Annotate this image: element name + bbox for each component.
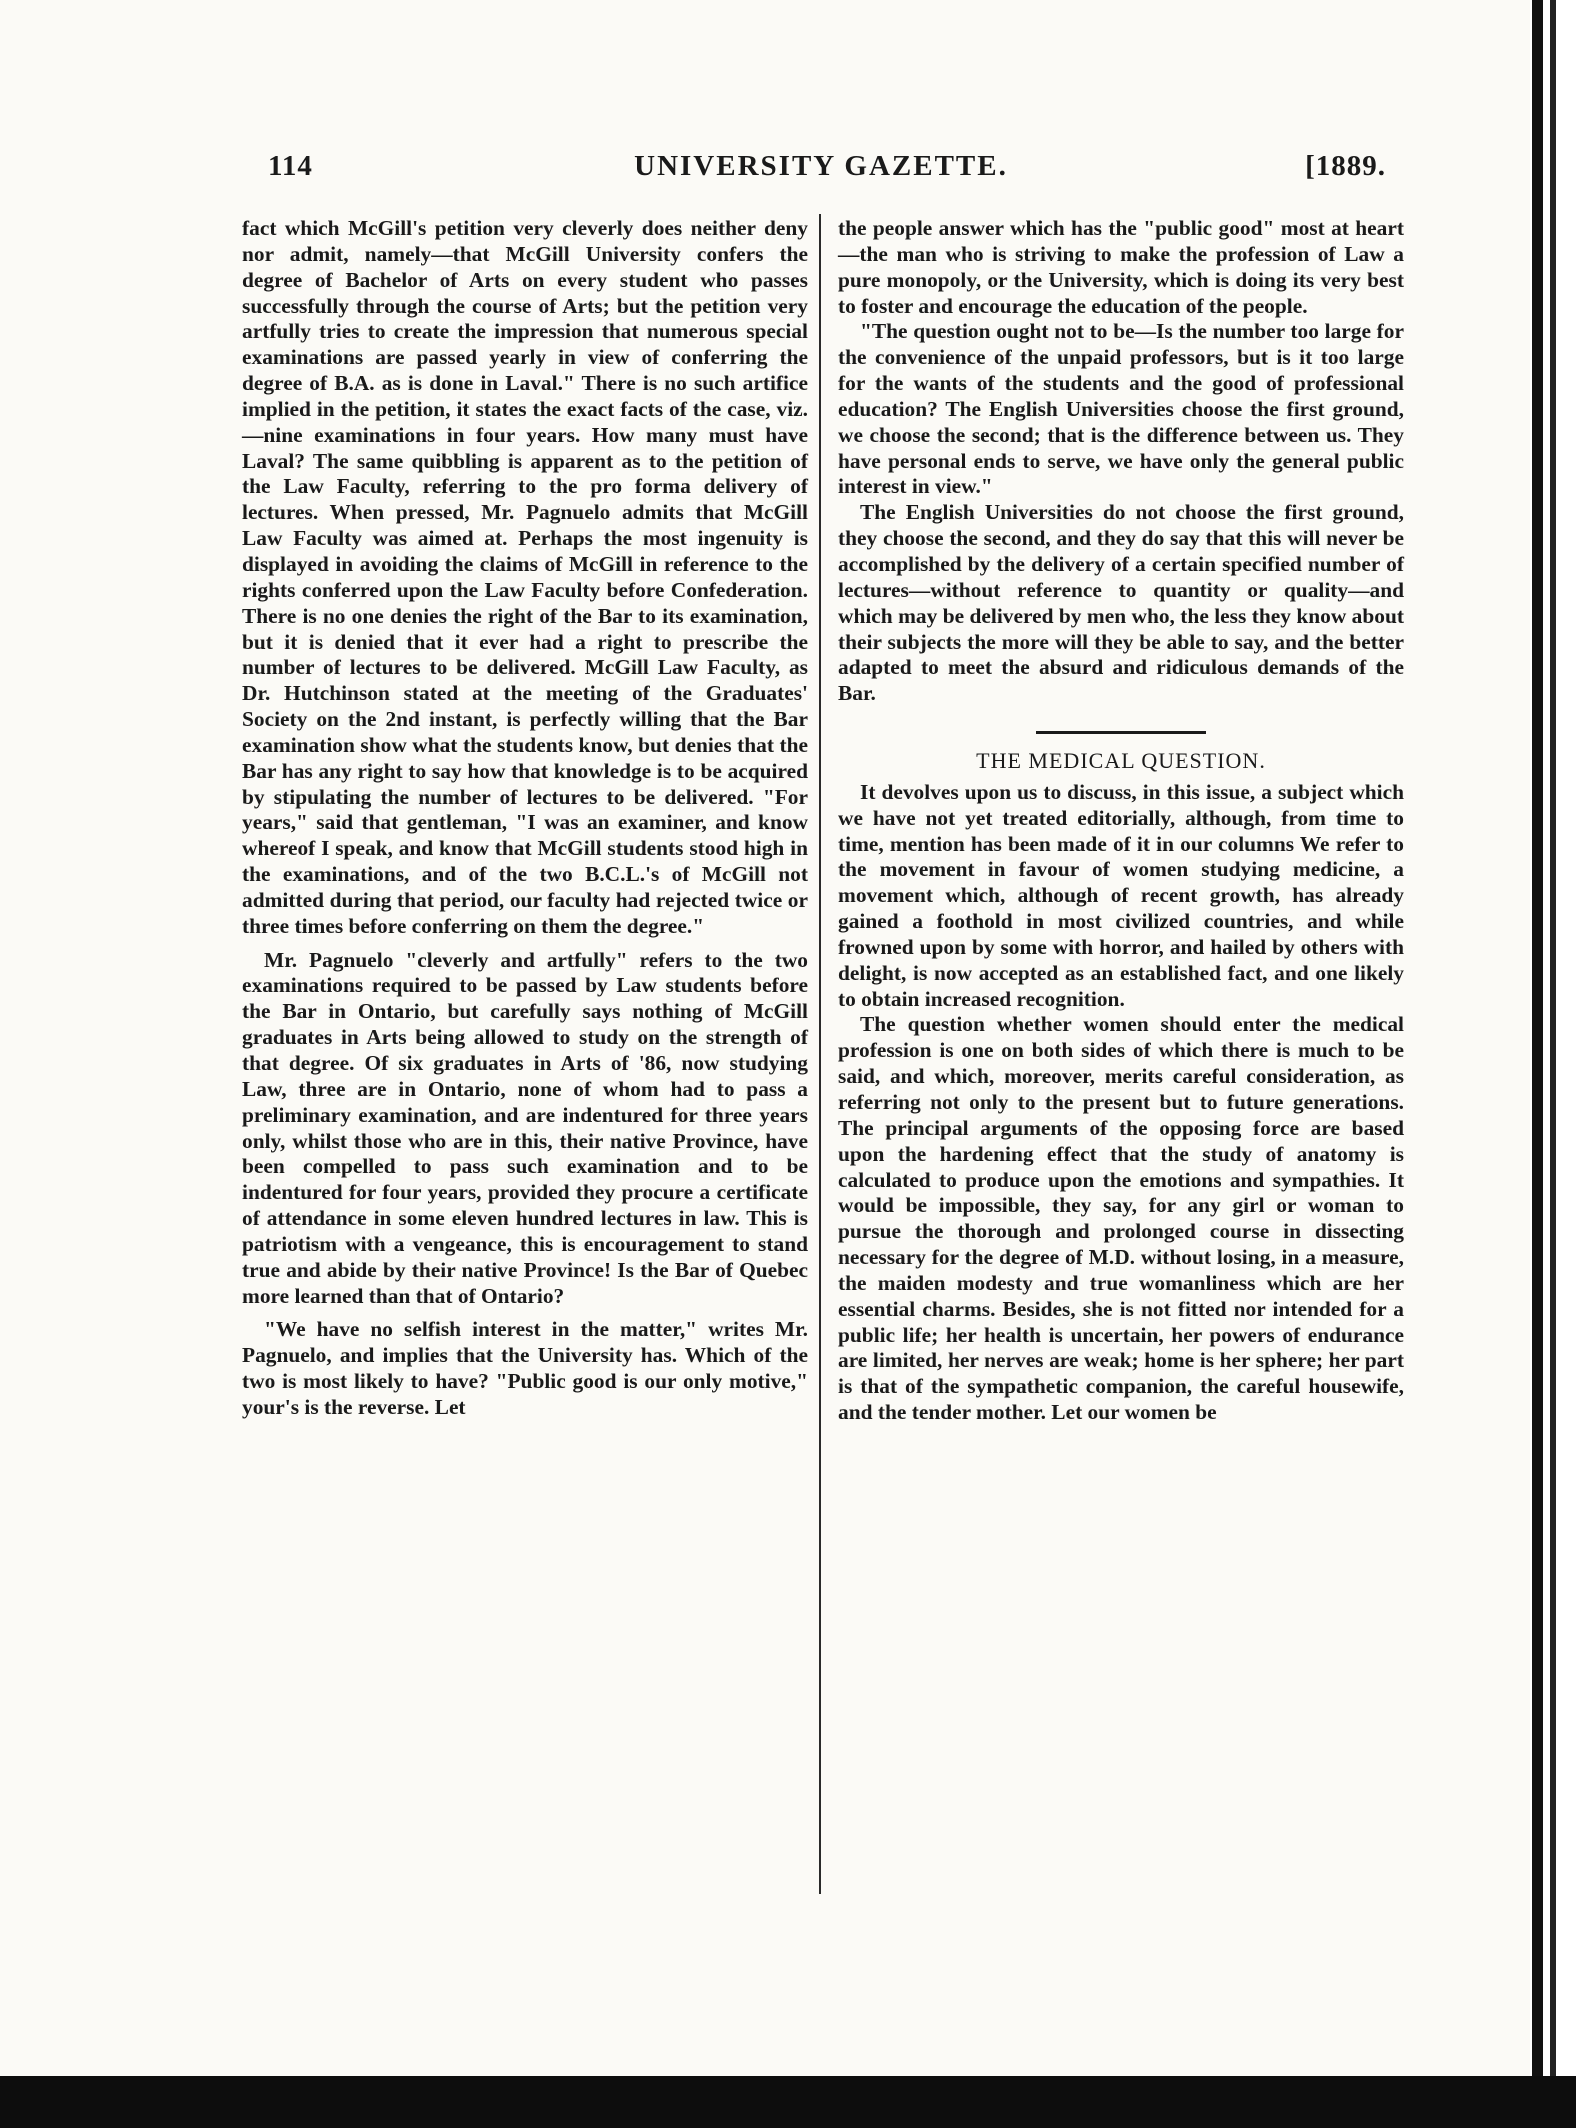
section-rule — [1036, 731, 1206, 734]
left-column — [242, 216, 808, 1421]
right-paragraph-1: the people answer which has the "public good" most at heart—the man who is striving to make the profession of Law a pure monopoly, or the University, which is doing its very best to foster and encourage the education of the people. — [838, 216, 1404, 318]
right-paragraph-3: The English Universities do not choose the first ground, they choose the second, and they do say that this will never be accomplished by the delivery of a certain specified number of lectures—without reference to quantity or quality—and which may be delivered by men who, the less they know about their subjects the more will they be able to say, and the better adapted to meet the absurd and ridiculous demands of the Bar. — [838, 500, 1404, 706]
column-divider — [819, 214, 821, 1894]
left-paragraph-1: fact which McGill's petition very cleverly does neither deny nor admit, namely—that McGill University confers the degree of Bachelor of Arts on every student who passes successfully through the course of Arts; but the petition very artfully tries to create the impression that numerous special examinations are passed yearly in view of conferring the degree of B.A. as is done in Laval." There is no such artifice implied in the petition, it states the exact facts of the case, viz.—nine examinations in four years. How many must have Laval? The same quibbling is apparent as to the petition of the Law Faculty, referring to the pro forma delivery of lectures. When pressed, Mr. Pagnuelo admits that McGill Law Faculty was aimed at. Perhaps the most ingenuity is displayed in avoiding the claims of McGill in reference to the rights conferred upon the Law Faculty before Confederation. There is no one denies the right of the Bar to its examination, but it is denied that it ever had a right to prescribe the number of lectures to be delivered. McGill Law Faculty, as Dr. Hutchinson stated at the meeting of the Graduates' Society on the 2nd instant, is perfectly willing that the Bar examination show what the students know, but denies that the Bar has any right to say how that knowledge is to be acquired by stipulating the number of lectures to be delivered. "For years," said that gentleman, "I was an examiner, and know whereof I speak, and know that McGill students stood high in the examinations, and of the two B.C.L.'s of McGill not admitted during that period, our faculty had rejected twice or three times before conferring on them the degree." — [242, 216, 808, 938]
publication-title: UNIVERSITY GAZETTE. — [634, 150, 1008, 182]
right-paragraph-2: "The question ought not to be—Is the number too large for the convenience of the unpaid professors, but is it too large for the wants of the students and the good of professional education? The English Universities choose the first ground, we choose the second; that is the difference between us. They have personal ends to serve, we have only the general public interest in view." — [838, 319, 1404, 499]
left-paragraph-3: "We have no selfish interest in the matter," writes Mr. Pagnuelo, and implies that the University has. Which of the two is most likely to have? "Public good is our only motive," your's is the reverse. Let — [242, 1317, 808, 1419]
page-number: 114 — [268, 150, 313, 182]
page-header — [256, 150, 1386, 190]
right-paragraph-5: The question whether women should enter the medical profession is one on both sides of which there is much to be said, and which, moreover, merits careful consideration, as referring not only to the present but to future generations. The principal arguments of the opposing force are based upon the hardening effect that the study of anatomy is calculated to produce upon the emotions and sympathies. It would be impossible, they say, for any girl or woman to pursue the thorough and prolonged course in dissecting necessary for the degree of M.D. without losing, in a measure, the maiden modesty and true womanliness which are her essential charms. Besides, she is not fitted nor intended for a public life; her health is uncertain, her powers of endurance are limited, her nerves are weak; home is her sphere; her part is that of the sympathetic companion, the careful housewife, and the tender mother. Let our women be — [838, 1012, 1404, 1425]
right-paragraph-4: It devolves upon us to discuss, in this issue, a subject which we have not yet treated editorially, although, from time to time, mention has been made of it in our columns We refer to the movement in favour of women studying medicine, a movement which, although of recent growth, has already gained a foothold in most civilized countries, and while frowned upon by some with horror, and hailed by others with delight, is now accepted as an established fact, and one likely to obtain increased recognition. — [838, 779, 1404, 1011]
scan-border-right — [1530, 0, 1576, 2128]
right-column — [838, 216, 1404, 1426]
issue-year: [1889. — [1305, 150, 1386, 182]
left-paragraph-2: Mr. Pagnuelo "cleverly and artfully" refers to the two examinations required to be passed by Law students before the Bar in Ontario, but carefully says nothing of McGill graduates in Arts being allowed to study on the strength of that degree. Of six graduates in Arts of '86, now studying Law, three are in Ontario, none of whom had to pass a preliminary examination, and are indentured for three years only, whilst those who are in this, their native Province, have been compelled to pass such examination and to be indentured for four years, provided they procure a certificate of attendance in some eleven hundred lectures in law. This is patriotism with a vengeance, this is encouragement to stand true and abide by their native Province! Is the Bar of Quebec more learned than that of Ontario? — [242, 947, 808, 1308]
scan-border-bottom — [0, 2076, 1576, 2128]
section-title: THE MEDICAL QUESTION. — [976, 748, 1266, 774]
